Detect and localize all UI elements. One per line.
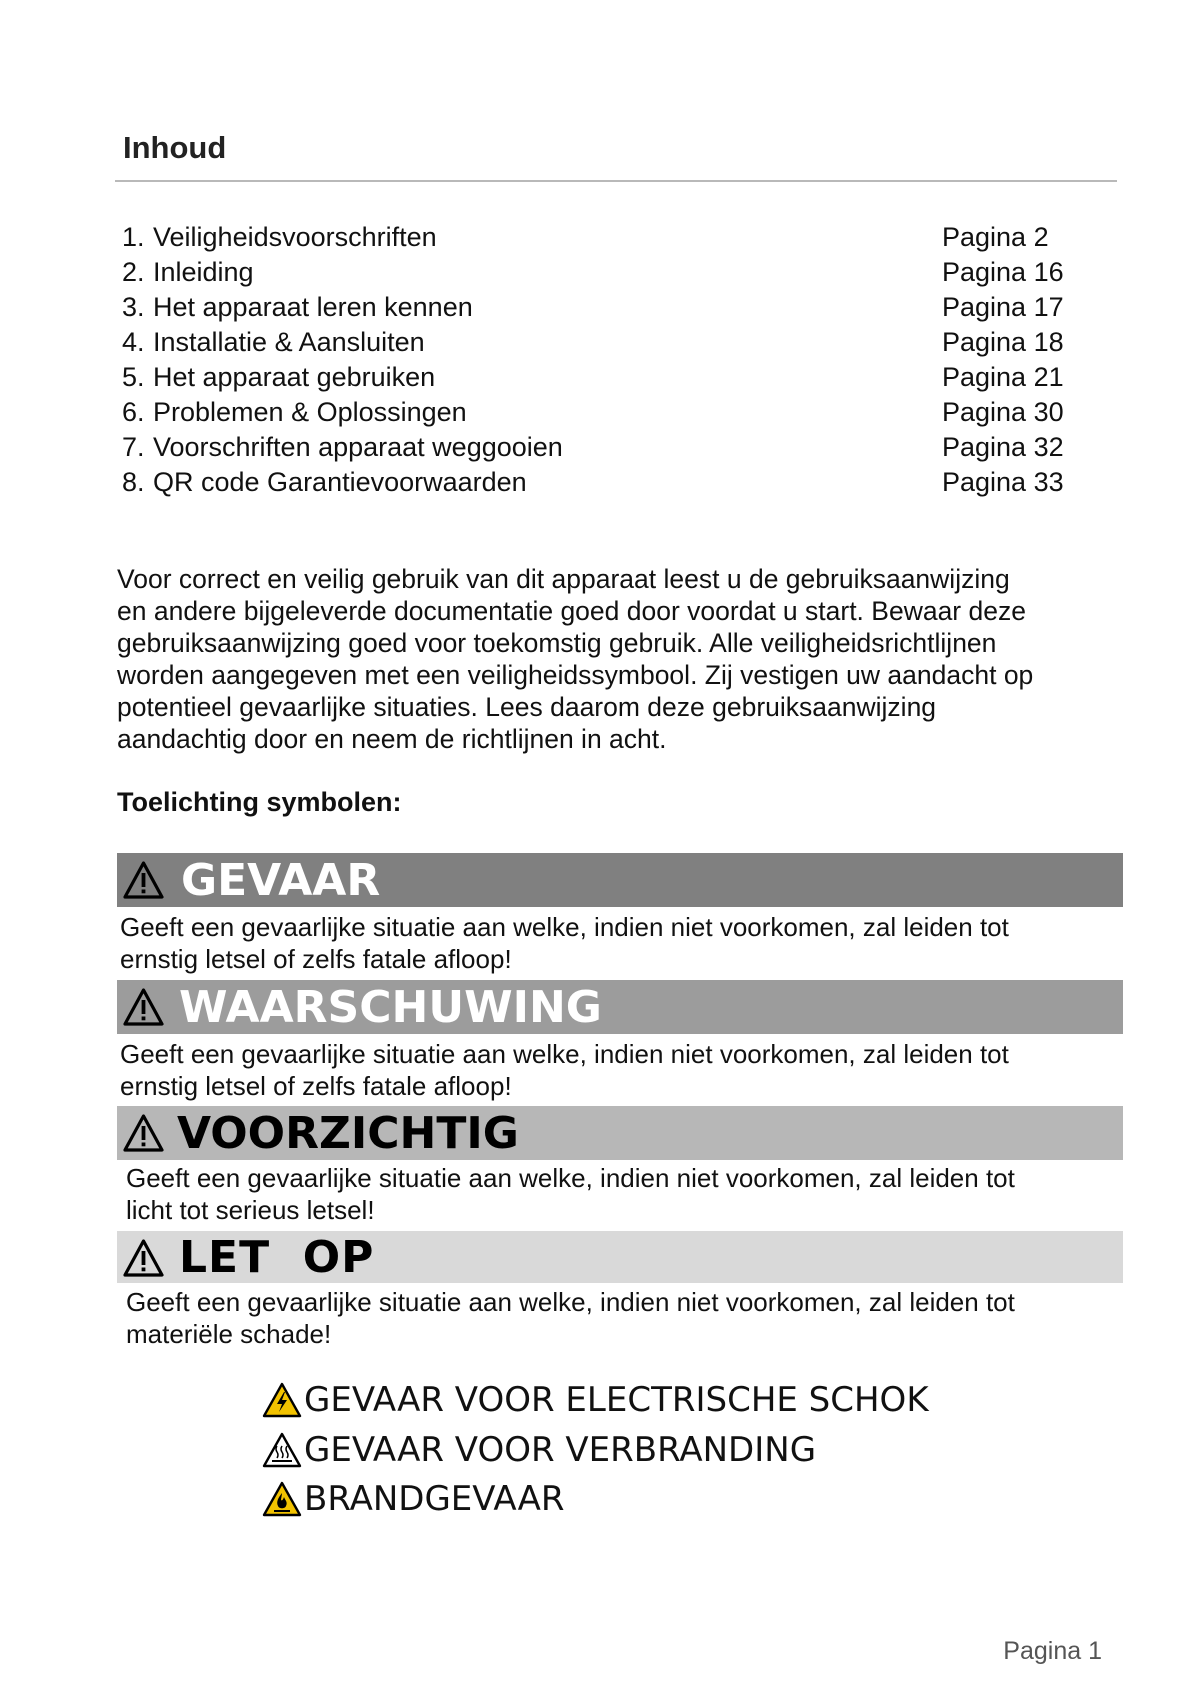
toc-item-page: Pagina 17 (942, 292, 1064, 322)
toc-item-title: QR code Garantievoorwaarden (153, 467, 527, 497)
toc-item[interactable] (122, 465, 1077, 500)
toc-item[interactable] (122, 290, 1077, 325)
toc-item-number: 4. (122, 327, 145, 357)
signal-description-line: Geeft een gevaarlijke situatie aan welke, indien niet voorkomen, zal leiden tot (120, 912, 1009, 942)
toc-item[interactable] (122, 360, 1077, 395)
table-of-contents (122, 220, 1077, 500)
signal-description-line: Geeft een gevaarlijke situatie aan welke, indien niet voorkomen, zal leiden tot (126, 1287, 1015, 1317)
toc-item-number: 7. (122, 432, 145, 462)
toc-item-title: Het apparaat leren kennen (153, 292, 473, 322)
hazard-item (262, 1378, 929, 1422)
signal-description-line: ernstig letsel of zelfs fatale afloop! (120, 1071, 512, 1101)
toc-item-title: Het apparaat gebruiken (153, 362, 436, 392)
signal-bar-waarschuwing (117, 980, 1123, 1034)
intro-line: worden aangegeven met een veiligheidssymbool. Zij vestigen uw aandacht op (117, 660, 1034, 690)
toc-item-title: Installatie & Aansluiten (153, 327, 425, 357)
symbols-heading: Toelichting symbolen: (117, 787, 402, 817)
toc-item[interactable] (122, 220, 1077, 255)
hazard-label: GEVAAR VOOR VERBRANDING (304, 1430, 817, 1470)
signal-description-line: ernstig letsel of zelfs fatale afloop! (120, 944, 512, 974)
signal-description-line: Geeft een gevaarlijke situatie aan welke, indien niet voorkomen, zal leiden tot (126, 1163, 1015, 1193)
hazard-item (262, 1428, 816, 1472)
signal-label: LET OP (179, 1232, 375, 1283)
intro-line: potentieel gevaarlijke situaties. Lees daarom deze gebruiksaanwijzing (117, 692, 937, 722)
toc-item-number: 3. (122, 292, 145, 322)
toc-item-page: Pagina 2 (942, 222, 1049, 252)
signal-label: GEVAAR (181, 855, 381, 906)
toc-item-page: Pagina 30 (942, 397, 1064, 427)
fire-hazard-icon (262, 1481, 302, 1517)
signal-description (120, 911, 1120, 975)
intro-paragraph (117, 563, 1117, 755)
signal-label: WAARSCHUWING (179, 982, 602, 1033)
signal-description-line: Geeft een gevaarlijke situatie aan welke, indien niet voorkomen, zal leiden tot (120, 1039, 1009, 1069)
hazard-label: GEVAAR VOOR ELECTRISCHE SCHOK (304, 1380, 929, 1420)
toc-item-number: 5. (122, 362, 145, 392)
intro-line: aandachtig door en neem de richtlijnen in acht. (117, 724, 667, 754)
toc-heading: Inhoud (123, 130, 227, 165)
toc-item-page: Pagina 33 (942, 467, 1064, 497)
toc-item-title: Problemen & Oplossingen (153, 397, 467, 427)
heading-divider (115, 180, 1117, 182)
toc-item[interactable] (122, 325, 1077, 360)
signal-bar-let-op (117, 1231, 1123, 1283)
electric-shock-icon (262, 1382, 302, 1418)
toc-item-number: 1. (122, 222, 145, 252)
signal-description (126, 1162, 1126, 1226)
page-number: Pagina 1 (1003, 1637, 1102, 1665)
toc-item-page: Pagina 32 (942, 432, 1064, 462)
toc-item-page: Pagina 21 (942, 362, 1064, 392)
toc-item-title: Inleiding (153, 257, 254, 287)
warning-triangle-icon (122, 860, 165, 900)
toc-item-number: 2. (122, 257, 145, 287)
toc-item-page: Pagina 16 (942, 257, 1064, 287)
hazard-label: BRANDGEVAAR (304, 1479, 565, 1519)
warning-triangle-icon (122, 987, 165, 1027)
intro-line: gebruiksaanwijzing goed voor toekomstig gebruik. Alle veiligheidsrichtlijnen (117, 628, 997, 658)
hot-surface-icon (262, 1432, 302, 1468)
signal-bar-gevaar (117, 853, 1123, 907)
intro-line: Voor correct en veilig gebruik van dit apparaat leest u de gebruiksaanwijzing (117, 564, 1010, 594)
warning-triangle-icon (122, 1113, 165, 1153)
signal-description (120, 1038, 1120, 1102)
toc-item-number: 6. (122, 397, 145, 427)
toc-item[interactable] (122, 255, 1077, 290)
toc-item[interactable] (122, 395, 1077, 430)
signal-description-line: materiële schade! (126, 1319, 332, 1349)
toc-item-title: Voorschriften apparaat weggooien (153, 432, 563, 462)
intro-line: en andere bijgeleverde documentatie goed door voordat u start. Bewaar deze (117, 596, 1026, 626)
toc-item-title: Veiligheidsvoorschriften (153, 222, 437, 252)
signal-description (126, 1286, 1126, 1350)
toc-item-number: 8. (122, 467, 145, 497)
hazard-item (262, 1477, 564, 1521)
toc-item[interactable] (122, 430, 1077, 465)
signal-label: VOORZICHTIG (177, 1108, 519, 1159)
warning-triangle-icon (122, 1238, 165, 1278)
toc-item-page: Pagina 18 (942, 327, 1064, 357)
signal-bar-voorzichtig (117, 1106, 1123, 1160)
signal-description-line: licht tot serieus letsel! (126, 1195, 375, 1225)
